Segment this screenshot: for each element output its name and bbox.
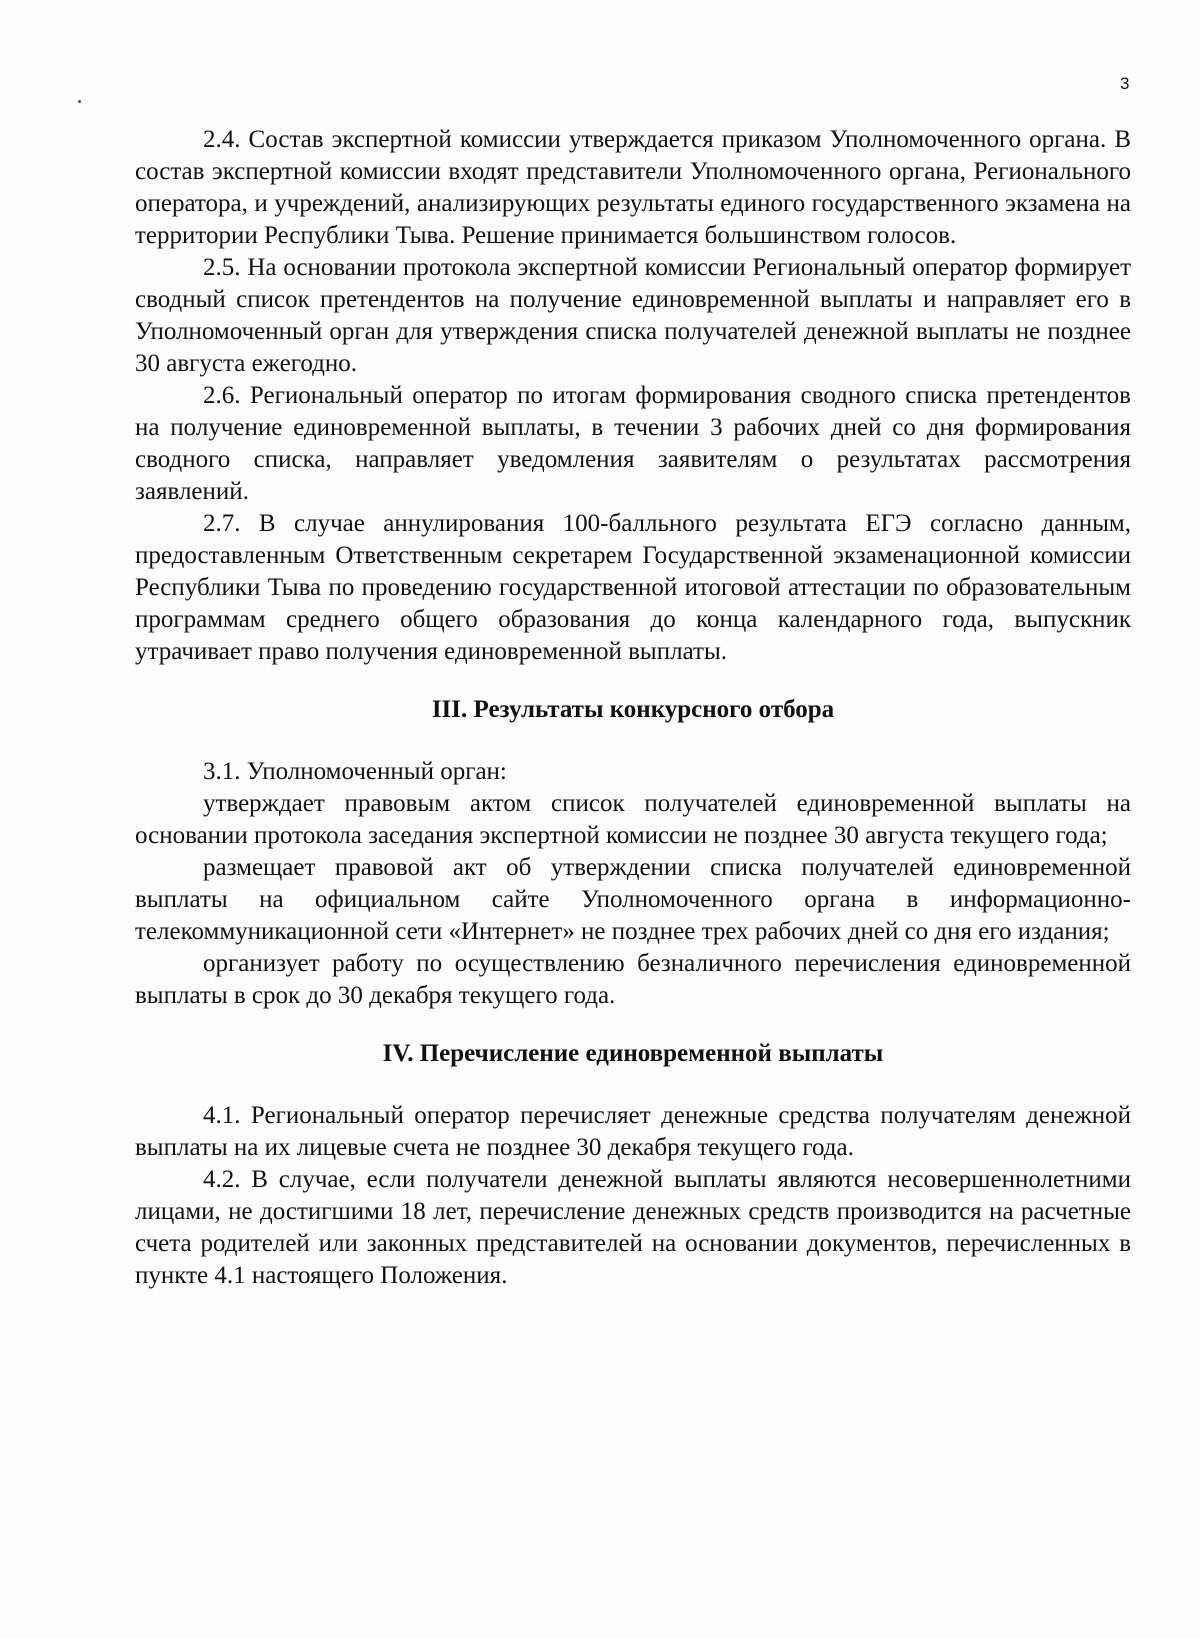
paragraph-3-1-item-approves: утверждает правовым актом список получателей единовременной выплаты на основании протокола заседания экспертной комиссии не позднее 30 августа текущего года; xyxy=(135,790,1131,849)
paragraph-2-5: 2.5. На основании протокола экспертной комиссии Региональный оператор формирует сводный список претендентов на получение единовременной выплаты и направляет его в Уполномоченный орган для утверждения списка получателей денежной выплаты не позднее 30 августа ежегодно. xyxy=(135,254,1131,377)
paragraph-3-1: 3.1. Уполномоченный орган: xyxy=(203,758,507,785)
paragraph-4-1: 4.1. Региональный оператор перечисляет денежные средства получателям денежной выплаты на их лицевые счета не позднее 30 декабря текущего года. xyxy=(135,1102,1131,1161)
paragraph-3-1-item-publishes: размещает правовой акт об утверждении списка получателей единовременной выплаты на официальном сайте Уполномоченного органа в информационно-телекоммуникационной сети «Интернет» не позднее трех рабочих дней со дня его издания; xyxy=(135,854,1131,945)
scan-speck xyxy=(78,100,81,103)
paragraph-3-1-item-organizes: организует работу по осуществлению безналичного перечисления единовременной выплаты в срок до 30 декабря текущего года. xyxy=(135,950,1131,1009)
paragraph-2-7: 2.7. В случае аннулирования 100-балльного результата ЕГЭ согласно данным, предоставленным Ответственным секретарем Государственной экзаменационной комиссии Республики Тыва по проведению государственной итоговой аттестации по образовательным программам среднего общего образования до конца календарного года, выпускник утрачивает право получения единовременной выплаты. xyxy=(135,510,1131,665)
section-4-heading: IV. Перечисление единовременной выплаты xyxy=(382,1040,884,1067)
paragraph-2-4: 2.4. Состав экспертной комиссии утверждается приказом Уполномоченного органа. В состав экспертной комиссии входят представители Уполномоченного органа, Регионального оператора, и учреждений, анализирующих результаты единого государственного экзамена на территории Республики Тыва. Решение принимается большинством голосов. xyxy=(135,126,1131,249)
section-3-heading: III. Результаты конкурсного отбора xyxy=(431,696,835,723)
document-body xyxy=(135,124,1131,1292)
page-number: 3 xyxy=(1120,74,1130,93)
paragraph-2-6: 2.6. Региональный оператор по итогам формирования сводного списка претендентов на получение единовременной выплаты, в течении 3 рабочих дней со дня формирования сводного списка, направляет уведомления заявителям о результатах рассмотрения заявлений. xyxy=(135,382,1131,505)
paragraph-4-2: 4.2. В случае, если получатели денежной выплаты являются несовершеннолетними лицами, не достигшими 18 лет, перечисление денежных средств производится на расчетные счета родителей или законных представителей на основании документов, перечисленных в пункте 4.1 настоящего Положения. xyxy=(135,1166,1131,1289)
